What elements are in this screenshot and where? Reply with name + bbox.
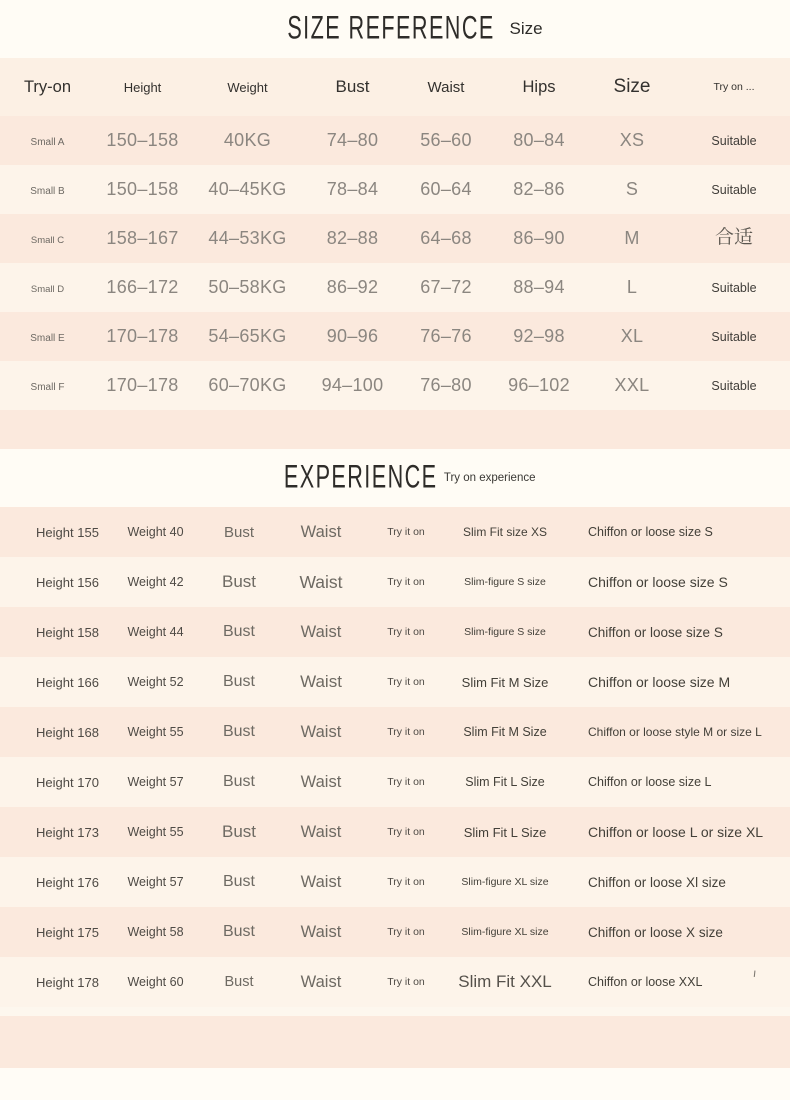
spacer-band bbox=[0, 410, 790, 449]
fit-note-label: Suitable bbox=[711, 133, 757, 148]
loose-fit-cell: Chiffon or loose X size bbox=[588, 924, 723, 940]
loose-fit-cell: Chiffon or loose L or size XL bbox=[588, 824, 764, 840]
column-header-tryon: Try-on bbox=[23, 77, 72, 96]
loose-fit-cell: Chiffon or loose size M bbox=[588, 674, 731, 690]
experience-section-title: EXPERIENCE bbox=[284, 459, 439, 496]
size-row bbox=[0, 214, 790, 263]
size-row bbox=[0, 312, 790, 361]
waist-label: Waist bbox=[300, 772, 342, 791]
height-range-cell: 158–167 bbox=[106, 228, 179, 248]
slim-fit-cell: Slim Fit L Size bbox=[465, 775, 545, 789]
experience-table bbox=[0, 507, 790, 1007]
bust-label: Bust bbox=[222, 873, 255, 890]
fit-note-label: Suitable bbox=[711, 280, 757, 295]
experience-row bbox=[0, 707, 790, 757]
experience-row bbox=[0, 657, 790, 707]
weight-cell: Weight 55 bbox=[127, 725, 184, 739]
weight-cell: Weight 55 bbox=[127, 825, 184, 839]
slim-fit-cell: Slim-figure XL size bbox=[461, 926, 549, 938]
bust-label: Bust bbox=[221, 822, 257, 841]
weight-cell: Weight 57 bbox=[127, 875, 184, 889]
experience-section-subtitle: Try on experience bbox=[443, 472, 536, 484]
try-it-on-label: Try it on bbox=[387, 576, 425, 588]
try-it-on-label: Try it on bbox=[387, 876, 425, 888]
size-code-cell: XL bbox=[620, 326, 644, 346]
weight-cell: Weight 57 bbox=[127, 775, 184, 789]
weight-cell: Weight 52 bbox=[127, 675, 184, 689]
weight-range-cell: 50–58KG bbox=[208, 277, 287, 297]
try-it-on-label: Try it on bbox=[387, 776, 425, 788]
tryon-model-label: Small C bbox=[30, 234, 65, 246]
tryon-model-cell bbox=[0, 230, 95, 248]
fit-note-cell bbox=[678, 227, 790, 250]
weight-range-cell: 44–53KG bbox=[208, 228, 287, 248]
slim-fit-cell: Slim Fit XXL bbox=[458, 972, 552, 991]
bust-label: Bust bbox=[223, 523, 254, 541]
experience-row bbox=[0, 607, 790, 657]
column-header-height: Height bbox=[123, 79, 162, 95]
fit-note-cell bbox=[678, 328, 790, 346]
height-cell: Height 175 bbox=[36, 924, 99, 940]
tryon-model-cell bbox=[0, 377, 95, 395]
try-it-on-label: Try it on bbox=[387, 826, 425, 838]
try-it-on-label: Try it on bbox=[387, 726, 425, 738]
try-it-on-label: Try it on bbox=[387, 626, 425, 638]
tryon-model-label: Small E bbox=[30, 332, 65, 344]
waist-range-cell: 64–68 bbox=[420, 228, 472, 248]
size-code-cell: L bbox=[626, 277, 638, 297]
weight-cell: Weight 40 bbox=[127, 525, 184, 539]
bust-range-cell: 90–96 bbox=[326, 326, 379, 346]
slim-fit-cell: Slim-figure S size bbox=[464, 626, 546, 638]
hips-range-cell: 86–90 bbox=[513, 228, 565, 248]
fit-note-cell bbox=[678, 181, 790, 199]
size-code-cell: XXL bbox=[614, 375, 650, 395]
height-cell: Height 178 bbox=[36, 974, 99, 990]
tryon-model-cell bbox=[0, 181, 95, 199]
height-cell: Height 176 bbox=[36, 874, 99, 890]
column-header-tryon-result: Try on ... bbox=[713, 81, 755, 93]
height-cell: Height 173 bbox=[36, 824, 99, 840]
bottom-peach-band bbox=[0, 1016, 790, 1068]
bust-range-cell: 78–84 bbox=[326, 179, 379, 199]
tryon-model-label: Small D bbox=[30, 283, 65, 295]
size-row bbox=[0, 116, 790, 165]
size-row bbox=[0, 361, 790, 410]
bust-label: Bust bbox=[221, 572, 257, 591]
fit-note-label: Suitable bbox=[711, 182, 757, 197]
try-it-on-label: Try it on bbox=[387, 976, 425, 988]
height-cell: Height 156 bbox=[36, 574, 99, 590]
fit-note-label: Suitable bbox=[711, 329, 757, 344]
loose-fit-cell: Chiffon or loose size S bbox=[588, 525, 713, 539]
bust-range-cell: 82–88 bbox=[326, 228, 379, 248]
waist-label: Waist bbox=[300, 722, 342, 741]
bust-label: Bust bbox=[224, 974, 254, 990]
column-header-weight: Weight bbox=[227, 79, 268, 95]
weight-cell: Weight 42 bbox=[127, 575, 184, 589]
fit-note-label: 合适 bbox=[714, 227, 753, 249]
size-section-subtitle: Size bbox=[509, 19, 543, 38]
weight-cell: Weight 58 bbox=[127, 925, 184, 939]
slim-fit-cell: Slim Fit L Size bbox=[463, 824, 547, 840]
waist-range-cell: 76–80 bbox=[420, 375, 472, 395]
size-code-cell: S bbox=[625, 179, 639, 199]
size-table bbox=[0, 116, 790, 410]
hips-range-cell: 82–86 bbox=[513, 179, 565, 199]
bust-label: Bust bbox=[222, 673, 255, 690]
waist-range-cell: 76–76 bbox=[420, 326, 472, 346]
loose-fit-cell: Chiffon or loose size L bbox=[560, 775, 790, 789]
weight-cell: Weight 60 bbox=[127, 975, 184, 989]
tryon-model-cell bbox=[0, 328, 95, 346]
slim-fit-cell: Slim Fit M Size bbox=[463, 725, 547, 739]
column-header-hips: Hips bbox=[522, 77, 556, 96]
experience-row bbox=[0, 557, 790, 607]
height-range-cell: 170–178 bbox=[106, 375, 179, 395]
bust-label: Bust bbox=[222, 923, 255, 940]
loose-fit-cell: Chiffon or loose size S bbox=[588, 574, 728, 590]
waist-range-cell: 60–64 bbox=[420, 179, 472, 199]
bust-label: Bust bbox=[222, 723, 255, 740]
size-table-header bbox=[0, 58, 790, 116]
slim-fit-cell: Slim-figure XL size bbox=[461, 876, 549, 888]
bust-label: Bust bbox=[222, 623, 255, 640]
tryon-model-label: Small F bbox=[30, 381, 65, 393]
waist-label: Waist bbox=[300, 922, 342, 941]
experience-row bbox=[0, 857, 790, 907]
loose-fit-cell: Chiffon or loose size S bbox=[588, 624, 723, 640]
waist-label: Waist bbox=[300, 822, 342, 841]
height-range-cell: 166–172 bbox=[106, 277, 179, 297]
loose-fit-cell: Chiffon or loose XXL bbox=[588, 975, 703, 989]
waist-label: Waist bbox=[300, 672, 342, 691]
height-cell: Height 166 bbox=[36, 674, 99, 690]
fit-note-cell bbox=[678, 132, 790, 150]
hips-range-cell: 96–102 bbox=[508, 375, 570, 395]
hips-range-cell: 92–98 bbox=[513, 326, 565, 346]
column-header-bust: Bust bbox=[335, 77, 370, 96]
try-it-on-label: Try it on bbox=[387, 676, 425, 688]
waist-range-cell: 67–72 bbox=[420, 277, 472, 297]
fit-note-label: Suitable bbox=[711, 378, 757, 393]
loose-fit-cell: Chiffon or loose style M or size L bbox=[588, 725, 762, 739]
weight-range-cell: 60–70KG bbox=[208, 375, 287, 395]
slim-fit-cell: Slim Fit M Size bbox=[461, 674, 549, 690]
size-section-title: SIZE REFERENCE bbox=[287, 10, 496, 47]
stray-tick-mark: ı bbox=[752, 965, 758, 981]
height-cell: Height 170 bbox=[36, 774, 99, 790]
experience-row bbox=[0, 507, 790, 557]
try-it-on-label: Try it on bbox=[387, 926, 425, 938]
height-cell: Height 158 bbox=[36, 624, 99, 640]
try-it-on-label: Try it on bbox=[387, 526, 425, 538]
bust-range-cell: 94–100 bbox=[321, 375, 384, 395]
size-row bbox=[0, 263, 790, 312]
size-row bbox=[0, 165, 790, 214]
hips-range-cell: 80–84 bbox=[513, 130, 565, 150]
weight-cell: Weight 44 bbox=[127, 625, 184, 639]
loose-fit-cell: Chiffon or loose Xl size bbox=[560, 875, 790, 890]
waist-label: Waist bbox=[300, 972, 342, 991]
size-section-header bbox=[0, 0, 790, 58]
bust-range-cell: 86–92 bbox=[326, 277, 379, 297]
fit-note-cell bbox=[678, 377, 790, 395]
weight-range-cell: 54–65KG bbox=[208, 326, 287, 346]
experience-section-header bbox=[0, 449, 790, 507]
height-cell: Height 168 bbox=[36, 724, 99, 740]
weight-range-cell: 40KG bbox=[223, 130, 272, 150]
column-header-size: Size bbox=[613, 76, 651, 97]
hips-range-cell: 88–94 bbox=[513, 277, 565, 297]
experience-row bbox=[0, 807, 790, 857]
waist-range-cell: 56–60 bbox=[420, 130, 472, 150]
height-range-cell: 150–158 bbox=[106, 130, 179, 150]
height-range-cell: 150–158 bbox=[106, 179, 179, 199]
height-range-cell: 170–178 bbox=[106, 326, 179, 346]
column-header-waist: Waist bbox=[427, 78, 465, 96]
tryon-model-label: Small A bbox=[30, 136, 65, 148]
experience-row bbox=[0, 757, 790, 807]
waist-label: Waist bbox=[300, 622, 342, 641]
tryon-model-cell bbox=[0, 132, 95, 150]
bust-label: Bust bbox=[222, 773, 255, 790]
gap-band bbox=[0, 1007, 790, 1016]
experience-row bbox=[0, 957, 790, 1007]
waist-label: Waist bbox=[299, 571, 343, 592]
waist-label: Waist bbox=[300, 872, 342, 891]
slim-fit-cell: Slim-figure S size bbox=[464, 576, 546, 588]
bust-range-cell: 74–80 bbox=[326, 130, 379, 150]
fit-note-cell bbox=[678, 279, 790, 297]
slim-fit-cell: Slim Fit size XS bbox=[462, 525, 547, 539]
waist-label: Waist bbox=[300, 522, 342, 541]
experience-row bbox=[0, 907, 790, 957]
size-code-cell: M bbox=[624, 228, 640, 248]
tryon-model-cell bbox=[0, 279, 95, 297]
tryon-model-label: Small B bbox=[30, 185, 65, 197]
weight-range-cell: 40–45KG bbox=[208, 179, 287, 199]
size-code-cell: XS bbox=[619, 130, 645, 150]
height-cell: Height 155 bbox=[36, 524, 99, 540]
